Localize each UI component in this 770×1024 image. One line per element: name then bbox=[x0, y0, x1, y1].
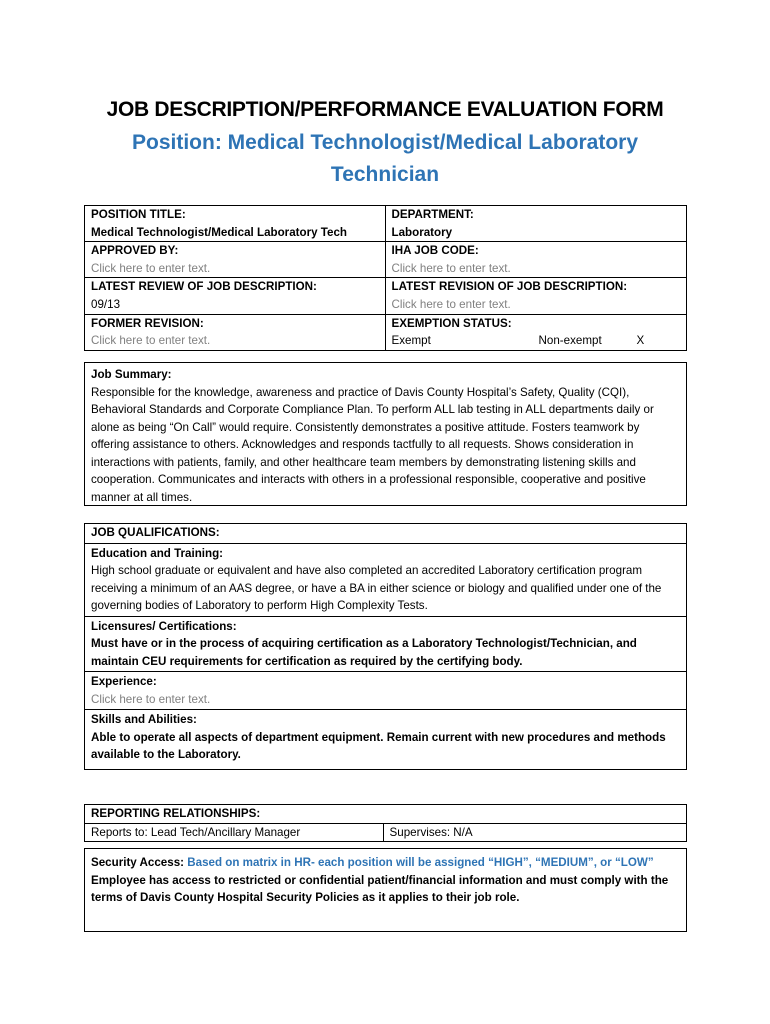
skills-label: Skills and Abilities: bbox=[91, 713, 197, 726]
approved-by-label: APPROVED BY: bbox=[91, 244, 179, 258]
former-revision-cell bbox=[85, 314, 386, 350]
latest-review-label: LATEST REVIEW OF JOB DESCRIPTION: bbox=[91, 280, 317, 294]
qualifications-box bbox=[84, 523, 687, 770]
security-box bbox=[84, 848, 687, 932]
latest-revision-input[interactable]: Click here to enter text. bbox=[391, 297, 511, 311]
education-section bbox=[85, 543, 686, 616]
nonexempt-option[interactable]: Non-exempt bbox=[538, 334, 602, 348]
latest-review-cell bbox=[85, 278, 386, 314]
position-heading: Position: Medical Technologist/Medical Laboratory Technician bbox=[131, 131, 638, 186]
iha-code-cell bbox=[385, 242, 686, 278]
education-text: High school graduate or equivalent and have also completed an accredited Laboratory certification program receiving a minimum of an AAS degree, or have a BA in either science or biology and qualified under one of the governing bodies of Laboratory to perform High Complexity Tests. bbox=[91, 564, 662, 612]
security-label: Security Access: bbox=[91, 856, 188, 869]
iha-code-label: IHA JOB CODE: bbox=[391, 244, 479, 258]
position-info-table bbox=[84, 205, 687, 351]
exemption-label: EXEMPTION STATUS: bbox=[391, 316, 512, 330]
experience-input[interactable]: Click here to enter text. bbox=[91, 692, 211, 706]
security-text: Employee has access to restricted or confidential patient/financial information and must comply with the terms of Davis County Hospital Security Policies as it applies to their job role. bbox=[91, 873, 669, 904]
education-label: Education and Training: bbox=[91, 546, 224, 560]
licensure-section bbox=[85, 616, 686, 672]
job-summary-box bbox=[84, 362, 687, 506]
exempt-option[interactable]: Exempt bbox=[391, 334, 431, 348]
licensure-label: Licensures/ Certifications: bbox=[91, 619, 237, 633]
nonexempt-mark: X bbox=[636, 334, 645, 348]
position-title-label: POSITION TITLE: bbox=[91, 208, 186, 221]
skills-text: Able to operate all aspects of department equipment. Remain current with new procedures and methods available to the Laboratory. bbox=[91, 730, 666, 761]
approved-by-input[interactable]: Click here to enter text. bbox=[91, 261, 211, 275]
latest-review-value[interactable]: 09/13 bbox=[91, 297, 121, 311]
licensure-text: Must have or in the process of acquiring certification as a Laboratory Technologist/Technician, and maintain CEU requirements for certification as required by the certifying body. bbox=[91, 637, 637, 668]
latest-revision-cell bbox=[385, 278, 686, 314]
qualifications-label: JOB QUALIFICATIONS: bbox=[91, 526, 220, 539]
skills-section bbox=[85, 709, 686, 765]
department-value: Laboratory bbox=[391, 225, 453, 239]
reporting-label: REPORTING RELATIONSHIPS: bbox=[85, 805, 687, 824]
experience-section bbox=[85, 671, 686, 709]
exemption-cell bbox=[385, 314, 686, 350]
form-title: JOB DESCRIPTION/PERFORMANCE EVALUATION FORM bbox=[106, 98, 664, 121]
reports-to: Reports to: Lead Tech/Ancillary Manager bbox=[85, 823, 384, 842]
iha-code-input[interactable]: Click here to enter text. bbox=[391, 261, 511, 275]
experience-label: Experience: bbox=[91, 675, 157, 688]
former-revision-label: FORMER REVISION: bbox=[91, 316, 204, 330]
department-cell bbox=[385, 206, 686, 242]
latest-revision-label: LATEST REVISION OF JOB DESCRIPTION: bbox=[391, 280, 628, 294]
department-label: DEPARTMENT: bbox=[391, 208, 474, 221]
reporting-table bbox=[84, 804, 687, 842]
position-title-cell bbox=[85, 206, 386, 242]
approved-by-cell bbox=[85, 242, 386, 278]
job-summary-label: Job Summary: bbox=[91, 368, 172, 381]
position-title-value: Medical Technologist/Medical Laboratory Tech bbox=[91, 225, 347, 239]
former-revision-input[interactable]: Click here to enter text. bbox=[91, 334, 211, 348]
job-summary-text: Responsible for the knowledge, awareness and practice of Davis County Hospital’s Safety, Quality (CQI), Behavioral Standards and Corporate Compliance Plan. To perform ALL lab testing in ALL departments daily or alone as being “On Call” would require. Consistently demonstrates a positive attitude. Fosters teamwork by offering assistance to others. Acknowledges and responds tactfully to all requests. Shows consideration in interactions with patients, family, and other healthcare team members by demonstrating listening skills and cooperation. Communicates and interacts with others in a professional responsible, cooperative and positive manner at all times. bbox=[91, 385, 654, 504]
security-matrix-text: Based on matrix in HR- each position will be assigned “HIGH”, “MEDIUM”, or “LOW” bbox=[187, 856, 654, 869]
supervises: Supervises: N/A bbox=[383, 823, 686, 842]
